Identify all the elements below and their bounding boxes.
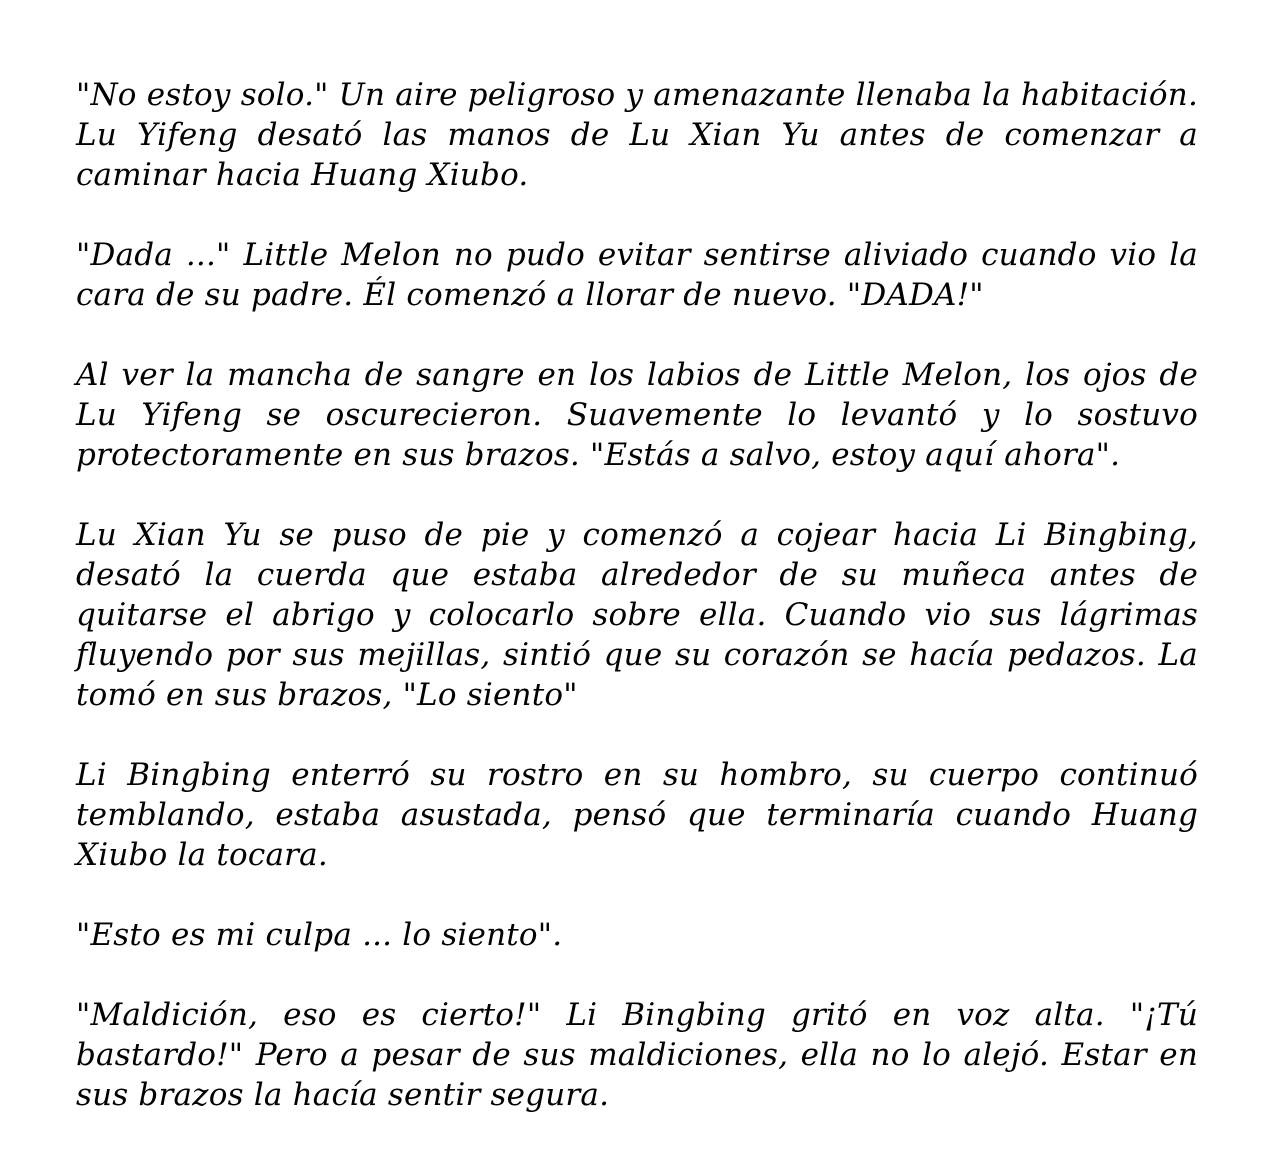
paragraph: Lu Xian Yu se puso de pie y comenzó a cojear hacia Li Bingbing, desató la cuerda que estaba alrededor de su muñeca antes de quitarse el abrigo y colocarlo sobre ella. Cuando vio sus lágrimas fluyendo por sus mejillas, sintió que su corazón se hacía pedazos. La tomó en sus brazos, "Lo siento" — [76, 517, 1198, 713]
paragraph: "Esto es mi culpa ... lo siento". — [76, 917, 563, 953]
paragraph: "No estoy solo." Un aire peligroso y amenazante llenaba la habitación. Lu Yifeng desató las manos de Lu Xian Yu antes de comenzar a caminar hacia Huang Xiubo. — [76, 77, 1198, 193]
paragraph: Al ver la mancha de sangre en los labios de Little Melon, los ojos de Lu Yifeng se oscurecieron. Suavemente lo levantó y lo sostuvo protectoramente en sus brazos. "Estás a salvo, estoy aquí ahora". — [76, 357, 1198, 473]
paragraph: "Dada ..." Little Melon no pudo evitar sentirse aliviado cuando vio la cara de su padre. Él comenzó a llorar de nuevo. "DADA!" — [76, 237, 1198, 313]
paragraph: "Maldición, eso es cierto!" Li Bingbing gritó en voz alta. "¡Tú bastardo!" Pero a pesar de sus maldiciones, ella no lo alejó. Estar en sus brazos la hacía sentir segura. — [76, 997, 1198, 1113]
paragraph: Li Bingbing enterró su rostro en su hombro, su cuerpo continuó temblando, estaba asustada, pensó que terminaría cuando Huang Xiubo la tocara. — [76, 757, 1198, 873]
document-page — [76, 75, 1198, 1115]
